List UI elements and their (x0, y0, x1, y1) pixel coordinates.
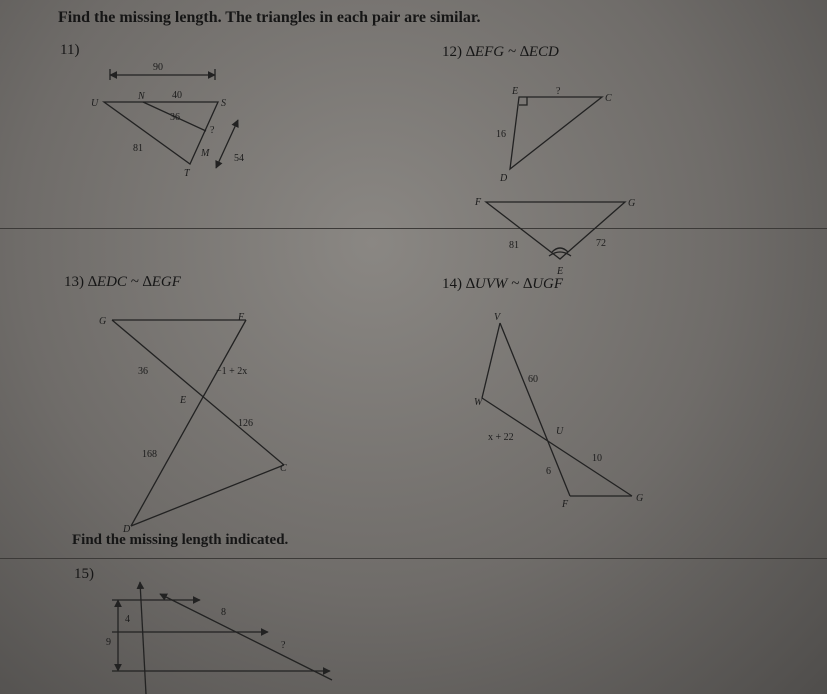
p13-vertex-C: C (280, 463, 287, 474)
problem-11-number: 11) (60, 42, 80, 58)
p12-measure-ec: ? (556, 86, 561, 97)
p15-measure-c: 8 (221, 607, 226, 618)
p14-vertex-F: F (562, 499, 569, 510)
p12-vertex-D: D (500, 173, 508, 184)
instructions-2: Find the missing length indicated. (72, 532, 289, 548)
p14-measure-uf: 6 (546, 466, 551, 477)
p13-vertex-E: E (180, 395, 187, 406)
segment-VF (500, 323, 570, 496)
p14-measure-vu: 60 (528, 374, 538, 385)
p13-measure-ef: −1 + 2x (216, 366, 248, 377)
p11-measure-ut: 81 (133, 143, 143, 154)
problem-15-figure (112, 582, 332, 694)
problem-13-number: 13) (64, 274, 84, 290)
transversal-diagonal (160, 594, 332, 680)
p12-measure-ed: 16 (496, 129, 506, 140)
p11-vertex-U: U (91, 98, 99, 109)
p14-measure-ug: 10 (592, 453, 602, 464)
triangle-FGE (486, 202, 625, 259)
problem-13-statement: ∆EDC ~ ∆EGF (87, 274, 181, 290)
transversal-vertical (140, 582, 146, 694)
p12-vertex-E: E (512, 86, 519, 97)
p12-vertex-G: G (628, 198, 636, 209)
problem-15-number: 15) (74, 566, 94, 582)
p13-vertex-G: G (99, 316, 107, 327)
segment-WG (482, 398, 632, 496)
p12-vertex-E2: E (557, 266, 564, 277)
p14-vertex-W: W (474, 397, 483, 408)
p11-vertex-N: N (138, 91, 145, 102)
p13-vertex-D: D (123, 524, 131, 535)
p11-measure-inner: 36 (170, 112, 180, 123)
problem-13-figure (112, 320, 284, 526)
p12-vertex-C: C (605, 93, 612, 104)
p14-vertex-G: G (636, 493, 644, 504)
problem-14-figure (482, 323, 632, 496)
problem-12-number: 12) (442, 44, 462, 60)
p11-vertex-M: M (201, 148, 210, 159)
p11-vertex-S: S (221, 98, 226, 109)
p14-vertex-V: V (494, 312, 501, 323)
right-angle-mark (519, 97, 527, 105)
p15-measure-d: ? (281, 640, 286, 651)
p15-measure-b: 9 (106, 637, 111, 648)
triangle-ECD (510, 97, 602, 169)
p13-measure-ec: 126 (238, 418, 253, 429)
segment-GC (112, 320, 284, 465)
p14-vertex-U: U (556, 426, 564, 437)
p11-vertex-T: T (184, 168, 190, 179)
instructions: Find the missing length. The triangles in each pair are similar. (58, 9, 481, 26)
p12-measure-fe: 81 (509, 240, 519, 251)
segment-DC (131, 465, 284, 526)
p13-vertex-F: F (238, 312, 245, 323)
p11-measure-ns: 40 (172, 90, 182, 101)
p15-measure-a: 4 (125, 614, 130, 625)
p11-measure-ms: ? (210, 125, 215, 136)
p12-vertex-F: F (475, 197, 482, 208)
segment-VW (482, 323, 500, 398)
problem-14-number: 14) (442, 276, 462, 292)
p12-measure-eg: 72 (596, 238, 606, 249)
p14-measure-wu: x + 22 (488, 432, 514, 443)
p11-measure-top: 90 (153, 62, 163, 73)
p13-measure-ge: 36 (138, 366, 148, 377)
problem-14-statement: ∆UVW ~ ∆UGF (465, 276, 564, 292)
p11-measure-side: 54 (234, 153, 244, 164)
problem-12-statement: ∆EFG ~ ∆ECD (465, 44, 559, 60)
p13-measure-gd: 168 (142, 449, 157, 460)
